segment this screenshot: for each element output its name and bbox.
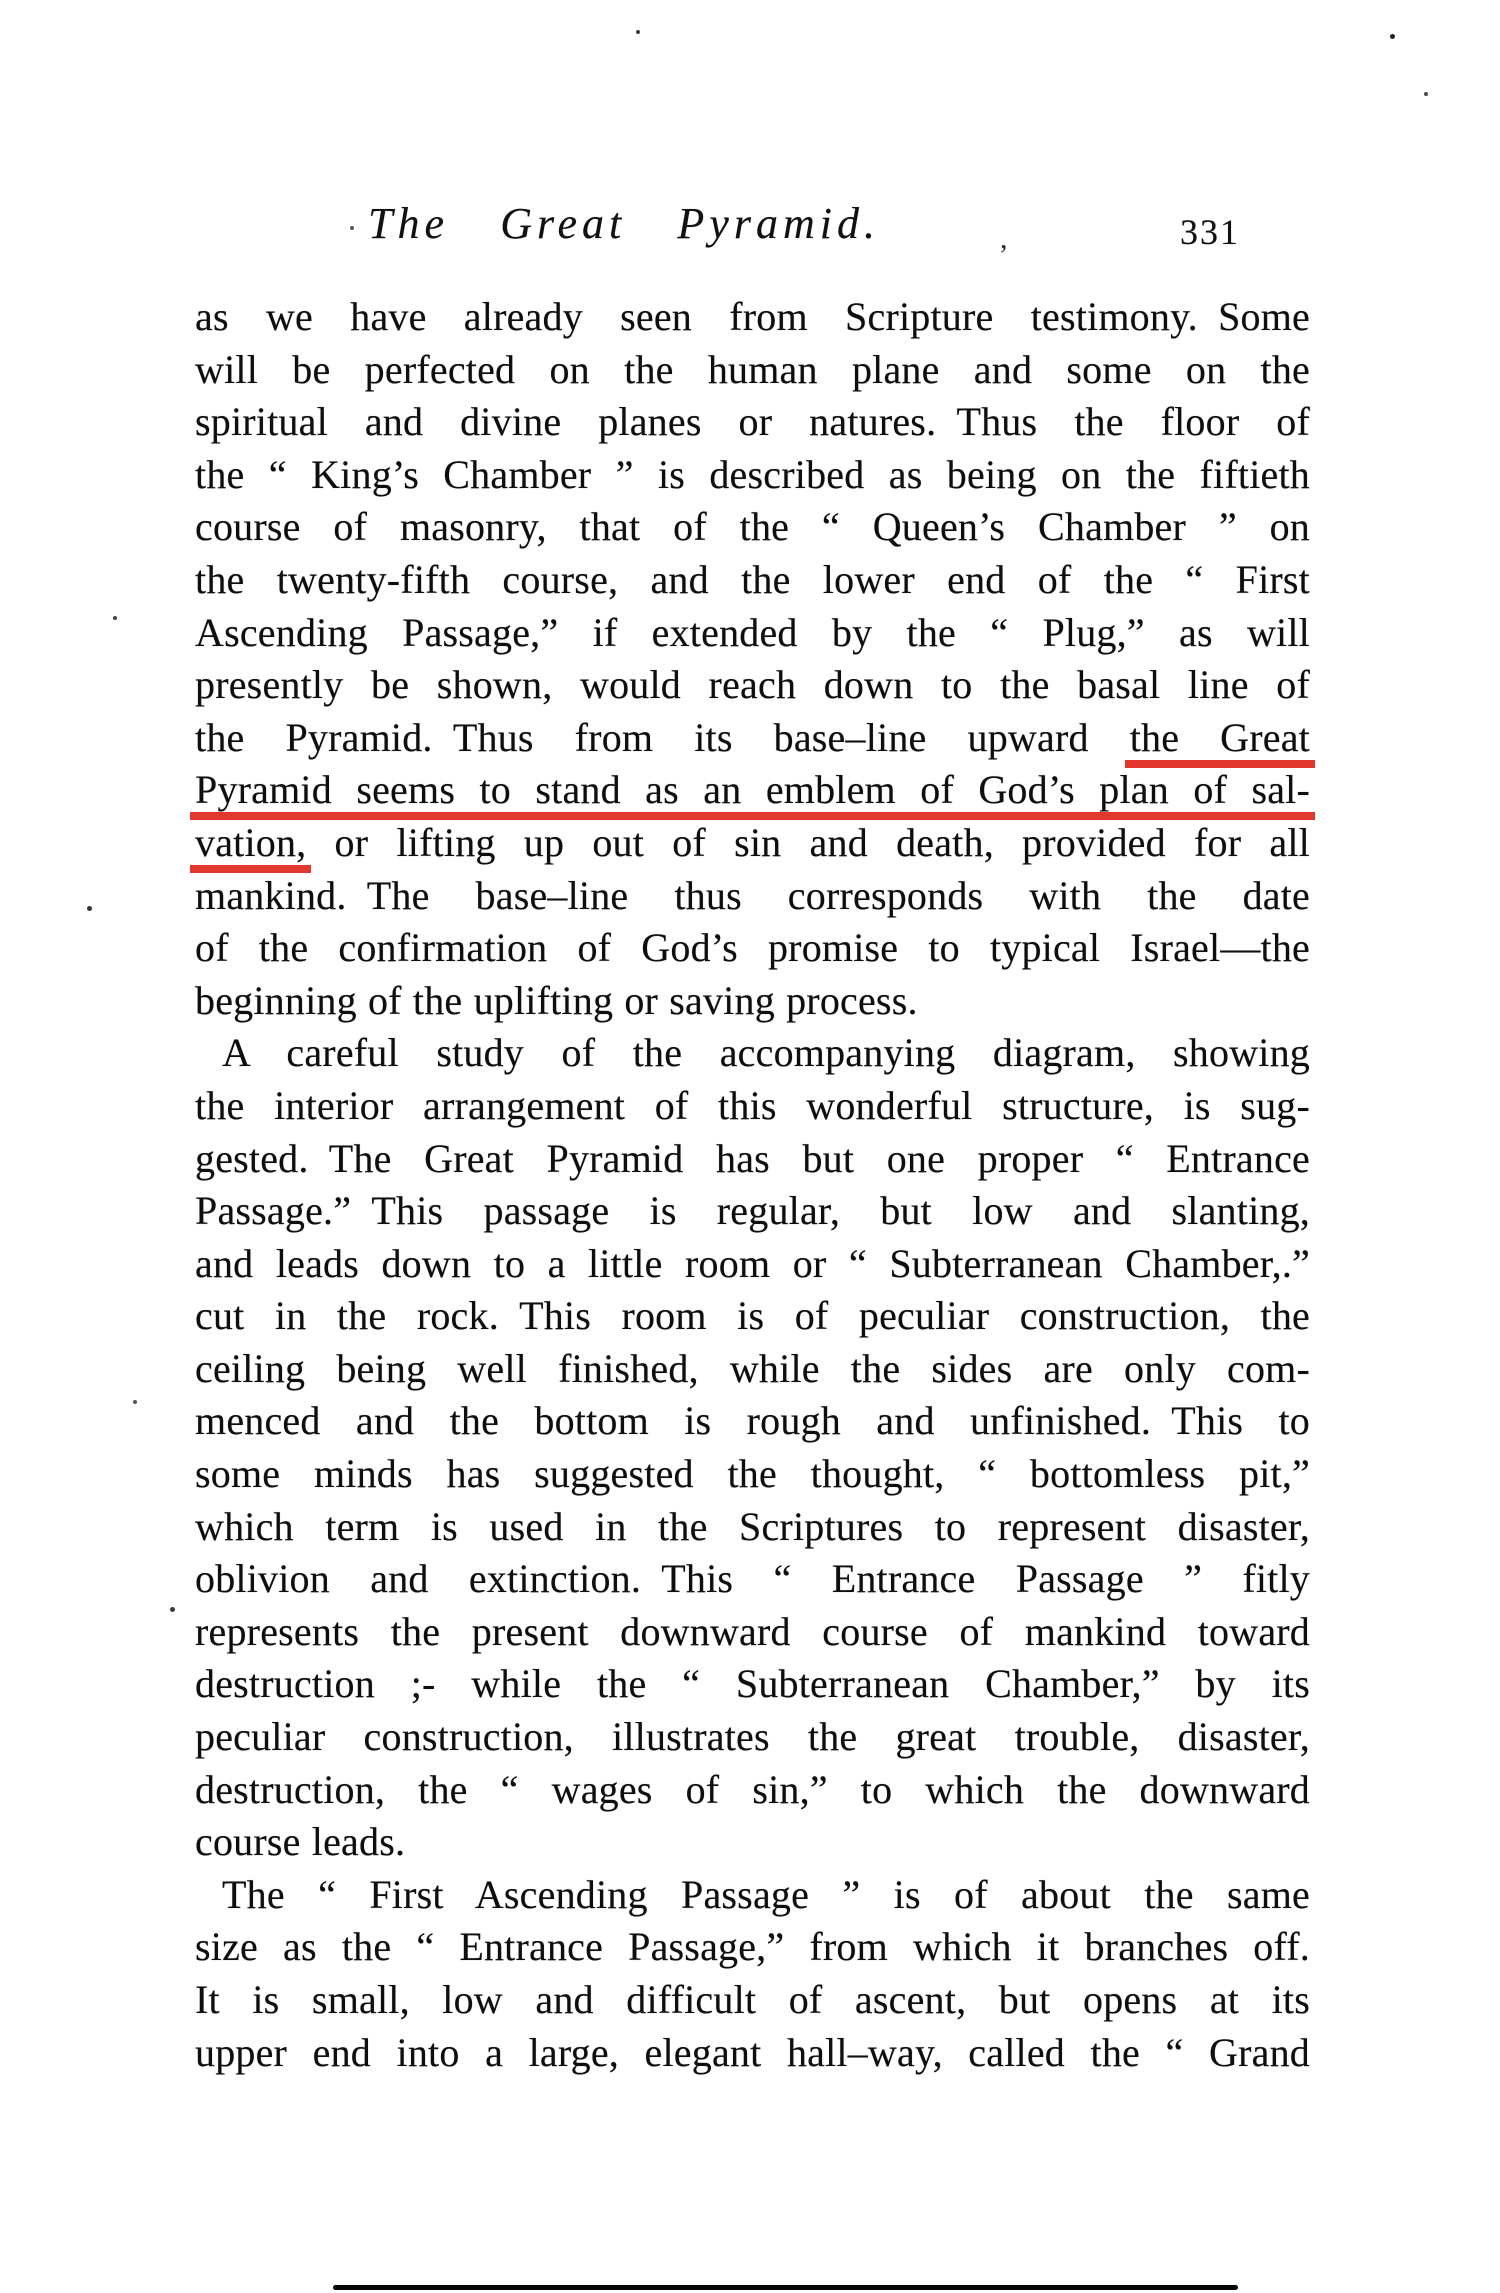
- text-segment: course of masonry, that of the “ Queen’s Chamber ” on: [195, 504, 1310, 550]
- scan-edge-artifact: [333, 2285, 1238, 2290]
- text-segment: beginning of the uplifting or saving process.: [195, 977, 918, 1023]
- text-segment: size as the “ Entrance Passage,” from which it branches off.: [195, 1924, 1310, 1970]
- text-line: [195, 1974, 1310, 2027]
- text-segment: destruction ;- while the “ Subterranean Chamber,” by its: [195, 1661, 1310, 1707]
- text-segment: gested. The Great Pyramid has but one proper “ Entrance: [195, 1135, 1310, 1181]
- text-segment: A careful study of the accompanying diagram, showing: [222, 1030, 1310, 1076]
- text-line: [195, 1080, 1310, 1133]
- text-line: [195, 1343, 1310, 1396]
- text-line: [195, 1133, 1310, 1186]
- ink-speck: [170, 1607, 175, 1612]
- ink-speck: [113, 616, 117, 620]
- red-underlined-text: the Great: [1125, 715, 1315, 768]
- text-segment: course leads.: [195, 1819, 406, 1865]
- text-line: [195, 817, 1310, 870]
- text-segment: the interior arrangement of this wonderful structure, is sug-: [195, 1082, 1310, 1128]
- text-line: [195, 870, 1310, 923]
- text-segment: mankind. The base–line thus corresponds with the date: [195, 872, 1310, 918]
- text-line: [195, 1711, 1310, 1764]
- text-line: [195, 449, 1310, 502]
- text-line: [195, 396, 1310, 449]
- ink-speck: [87, 906, 92, 911]
- page-number: 331: [1180, 212, 1240, 252]
- text-line: [195, 659, 1310, 712]
- ink-speck: [133, 1400, 137, 1404]
- page-title: The Great Pyramid.: [368, 199, 880, 248]
- text-segment: spiritual and divine planes or natures. Thus the floor of: [195, 399, 1310, 445]
- text-line: [195, 501, 1310, 554]
- text-segment: menced and the bottom is rough and unfinished. This to: [195, 1398, 1310, 1444]
- text-line: [195, 1658, 1310, 1711]
- body-text: [195, 291, 1310, 2079]
- text-segment: which term is used in the Scriptures to represent disaster,: [195, 1503, 1310, 1549]
- text-segment: cut in the rock. This room is of peculiar construction, the: [195, 1293, 1310, 1339]
- text-segment: Ascending Passage,” if extended by the “ Plug,” as will: [195, 609, 1310, 655]
- text-segment: destruction, the “ wages of sin,” to which the downward: [195, 1766, 1310, 1812]
- text-segment: Passage.” This passage is regular, but low and slanting,: [195, 1188, 1310, 1234]
- text-segment: the twenty-fifth course, and the lower end of the “ First: [195, 556, 1310, 602]
- text-segment: ceiling being well finished, while the sides are only com-: [195, 1345, 1310, 1391]
- text-line: [195, 922, 1310, 975]
- text-segment: The “ First Ascending Passage ” is of about the same: [222, 1871, 1310, 1917]
- text-line: [195, 764, 1310, 817]
- text-segment: of the confirmation of God’s promise to typical Israel—the: [195, 925, 1310, 971]
- text-line: [195, 2027, 1310, 2080]
- text-line: [195, 291, 1310, 344]
- ink-speck: [1424, 92, 1428, 96]
- text-segment: the “ King’s Chamber ” is described as being on the fiftieth: [195, 451, 1310, 497]
- text-segment: as we have already seen from Scripture testimony. Some: [195, 294, 1310, 339]
- text-segment: will be perfected on the human plane and some on the: [195, 346, 1310, 392]
- text-line: [195, 1764, 1310, 1817]
- ink-speck: [1390, 34, 1395, 39]
- text-line: [195, 1606, 1310, 1659]
- red-underlined-text: vation,: [190, 820, 311, 873]
- text-line: [195, 1553, 1310, 1606]
- text-line: [195, 1238, 1310, 1291]
- text-line: [195, 1290, 1310, 1343]
- text-line: [195, 554, 1310, 607]
- text-line: [195, 1395, 1310, 1448]
- text-line: [195, 1921, 1310, 1974]
- text-line: [195, 1816, 1310, 1869]
- text-segment: upper end into a large, elegant hall–way, called the “ Grand: [195, 2029, 1310, 2075]
- red-underlined-text: Pyramid seems to stand as an emblem of God’s plan of sal-: [190, 767, 1315, 820]
- text-segment: or lifting up out of sin and death, provided for all: [306, 819, 1310, 865]
- text-line: [222, 1869, 1310, 1922]
- text-segment: some minds has suggested the thought, “ bottomless pit,”: [195, 1451, 1310, 1497]
- comma-artifact: ,: [1000, 222, 1008, 255]
- text-segment: It is small, low and difficult of ascent, but opens at its: [195, 1977, 1310, 2022]
- text-segment: peculiar construction, illustrates the great trouble, disaster,: [195, 1714, 1310, 1760]
- text-line: [195, 975, 1310, 1028]
- text-line: [195, 1185, 1310, 1238]
- text-segment: the Pyramid. Thus from its base–line upward: [195, 714, 1130, 760]
- ink-speck: [350, 226, 354, 230]
- text-line: [195, 1448, 1310, 1501]
- text-line: [195, 1501, 1310, 1554]
- text-line: [195, 712, 1310, 765]
- text-segment: and leads down to a little room or “ Subterranean Chamber,.”: [195, 1240, 1310, 1286]
- text-segment: represents the present downward course of mankind toward: [195, 1608, 1310, 1654]
- text-line: [195, 344, 1310, 397]
- text-segment: oblivion and extinction. This “ Entrance Passage ” fitly: [195, 1556, 1310, 1602]
- ink-speck: [636, 30, 640, 34]
- text-line: [195, 607, 1310, 660]
- text-line: [222, 1027, 1310, 1080]
- text-segment: presently be shown, would reach down to the basal line of: [195, 662, 1310, 708]
